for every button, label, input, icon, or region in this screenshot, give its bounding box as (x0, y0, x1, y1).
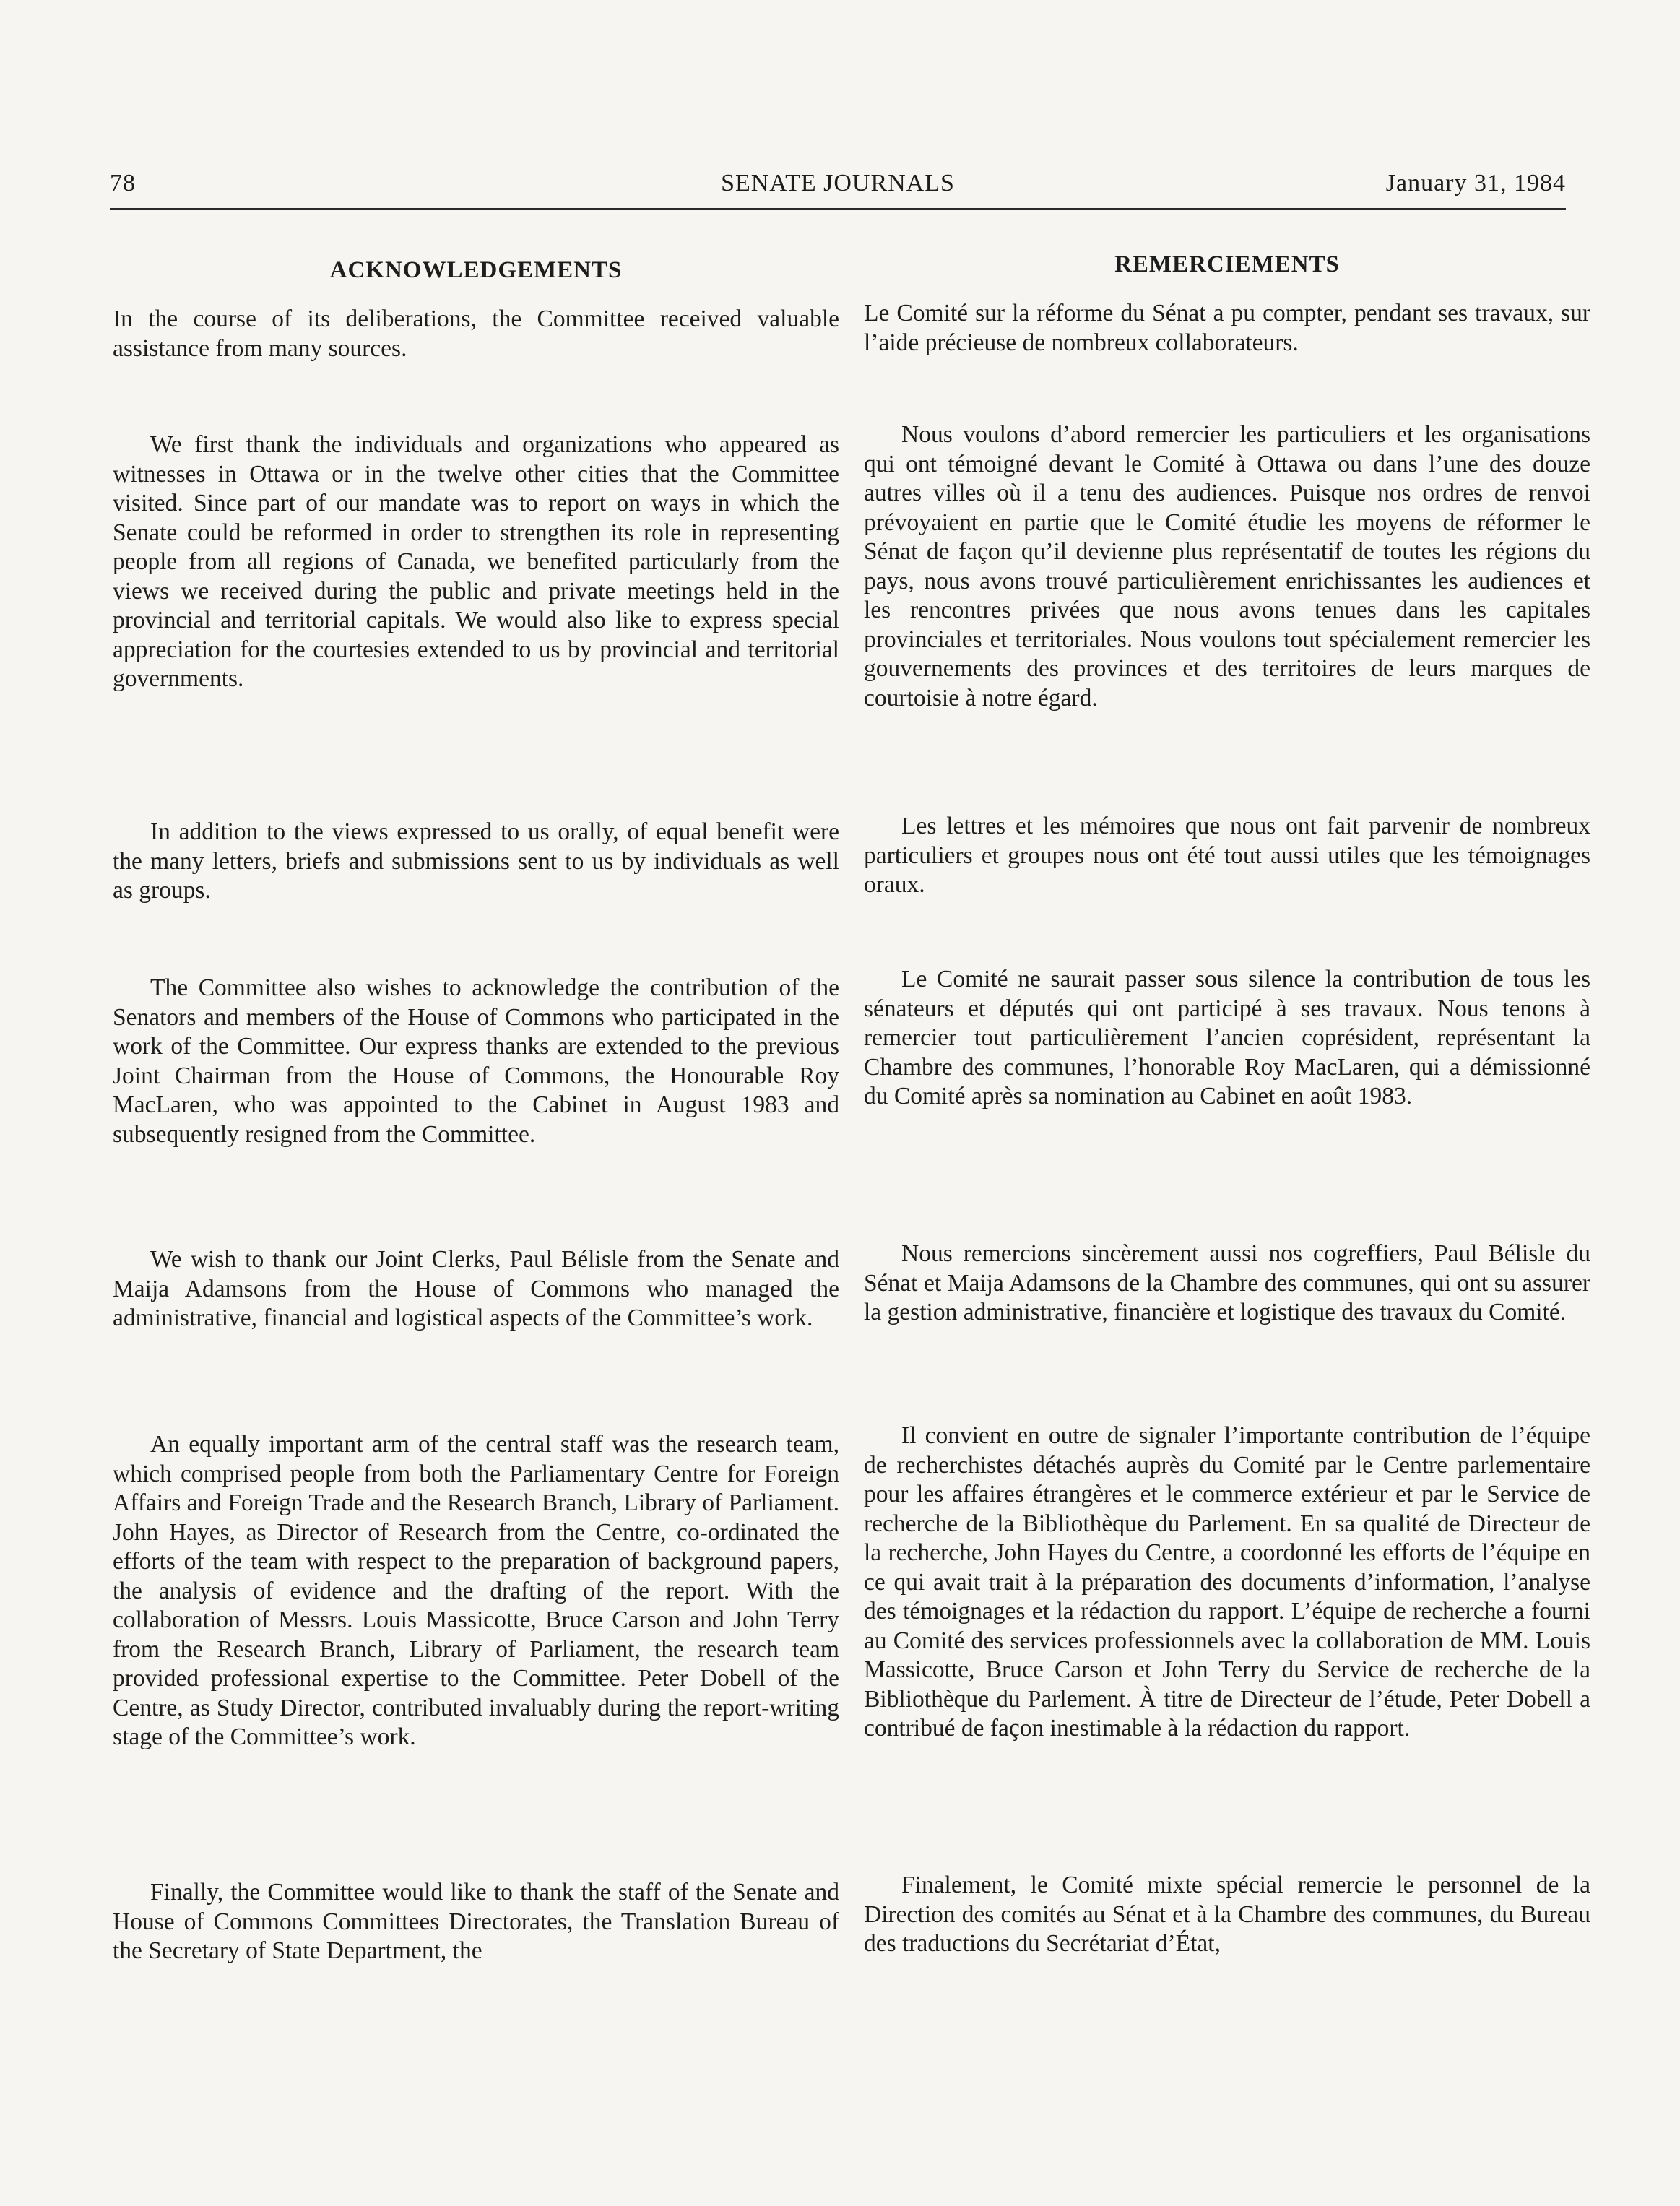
en-paragraph-clerks: We wish to thank our Joint Clerks, Paul Bélisle from the Senate and Maija Adamsons from the House of Commons who managed the administrative, financial and logistical aspects of the Committee’s work. (113, 1246, 839, 1331)
fr-paragraph-temoins: Nous voulons d’abord remercier les particuliers et les organisations qui ont témoigné devant le Comité à Ottawa ou dans l’une des douze autres villes où il a tenu des audiences. Puisque nos ordres de renvoi prévoyaient en partie que le Comité étudie les moyens de réformer le Sénat de façon qu’il devienne plus représentatif de toutes les régions du pays, nous avons trouvé particulièrement enrichissantes les audiences et les rencontres privées que nous avons tenues dans les capitales provinciales et territoriales. Nous voulons tout spécialement remercier les gouvernements des provinces et des territoires de leurs marques de courtoisie à notre égard. (864, 421, 1590, 711)
page-header (110, 168, 1566, 210)
en-paragraph-members: The Committee also wishes to acknowledge the contribution of the Senators and members of the House of Commons who participated in the work of the Committee. Our express thanks are extended to the previous Joint Chairman from the House of Commons, the Honourable Roy MacLaren, who was appointed to the Cabinet in August 1983 and subsequently resigned from the Committee. (113, 974, 839, 1148)
acknowledgements-heading: ACKNOWLEDGEMENTS (329, 257, 623, 283)
fr-paragraph-finalement: Finalement, le Comité mixte spécial remercie le personnel de la Direction des comités au Sénat et à la Chambre des communes, du Bureau des traductions du Secrétariat d’État, (864, 1872, 1590, 1957)
en-paragraph-letters: In addition to the views expressed to us orally, of equal benefit were the many letters, briefs and submissions sent to us by individuals as well as groups. (113, 818, 839, 904)
fr-paragraph-cogreffiers: Nous remercions sincèrement aussi nos cogreffiers, Paul Bélisle du Sénat et Maija Adamsons de la Chambre des communes, qui ont su assurer la gestion administrative, financière et logistique des travaux du Comité. (864, 1240, 1590, 1325)
en-paragraph-witnesses: We first thank the individuals and organizations who appeared as witnesses in Ottawa or in the twelve other cities that the Committee visited. Since part of our mandate was to report on ways in which the Senate could be reformed in order to strengthen its role in representing people from all regions of Canada, we benefited particularly from the views we received during the public and private meetings held in the provincial and territorial capitals. We would also like to express special appreciation for the courtesies extended to us by provincial and territorial governments. (113, 431, 839, 692)
page-date: January 31, 1984 (1385, 170, 1566, 196)
en-paragraph-research: An equally important arm of the central staff was the research team, which comprised people from both the Parliamentary Centre for Foreign Affairs and Foreign Trade and the Research Branch, Library of Parliament. John Hayes, as Director of Research from the Centre, co-ordinated the efforts of the team with respect to the preparation of background papers, the analysis of evidence and the drafting of the report. With the collaboration of Messrs. Louis Massicotte, Bruce Carson and John Terry from the Research Branch, Library of Parliament, the research team provided professional expertise to the Committee. Peter Dobell of the Centre, as Study Director, contributed invaluably during the report-writing stage of the Committee’s work. (113, 1431, 839, 1750)
page-number: 78 (110, 170, 136, 196)
en-paragraph-intro: In the course of its deliberations, the Committee received valuable assistance from many sources. (113, 306, 839, 362)
fr-paragraph-recherche: Il convient en outre de signaler l’importante contribution de l’équipe de recherchistes détachés auprès du Comité par le Centre parlementaire pour les affaires étrangères et le commerce extérieur et par le Service de recherche de la Bibliothèque du Parlement. En sa qualité de Directeur de la recherche, John Hayes du Centre, a coordonné les efforts de l’équipe en ce qui avait trait à la préparation des documents d’information, l’analyse des témoignages et la rédaction du rapport. L’équipe de recherche a fourni au Comité des services professionnels avec la collaboration de MM. Louis Massicotte, Bruce Carson et John Terry du Service de recherche de la Bibliothèque du Parlement. À titre de Directeur de l’étude, Peter Dobell a contribué de façon inestimable à la rédaction du rapport. (864, 1422, 1590, 1742)
fr-paragraph-lettres: Les lettres et les mémoires que nous ont fait parvenir de nombreux particuliers et groupes nous ont été tout aussi utiles que les témoignages oraux. (864, 813, 1590, 898)
english-column (113, 246, 839, 1964)
fr-paragraph-senateurs: Le Comité ne saurait passer sous silence la contribution de tous les sénateurs et députés qui ont participé à ses travaux. Nous tenons à remercier tout particulièrement l’ancien coprésident, représentant la Chambre des communes, l’honorable Roy MacLaren, qui a démissionné du Comité après sa nomination au Cabinet en août 1983. (864, 966, 1590, 1110)
remerciements-heading: REMERCIEMENTS (1114, 251, 1340, 277)
french-column (864, 246, 1590, 1957)
fr-paragraph-intro: Le Comité sur la réforme du Sénat a pu compter, pendant ses travaux, sur l’aide précieuse de nombreux collaborateurs. (864, 300, 1590, 356)
en-paragraph-finally: Finally, the Committee would like to thank the staff of the Senate and House of Commons Committees Directorates, the Translation Bureau of the Secretary of State Department, the (113, 1879, 839, 1964)
journal-title: SENATE JOURNALS (721, 170, 955, 196)
